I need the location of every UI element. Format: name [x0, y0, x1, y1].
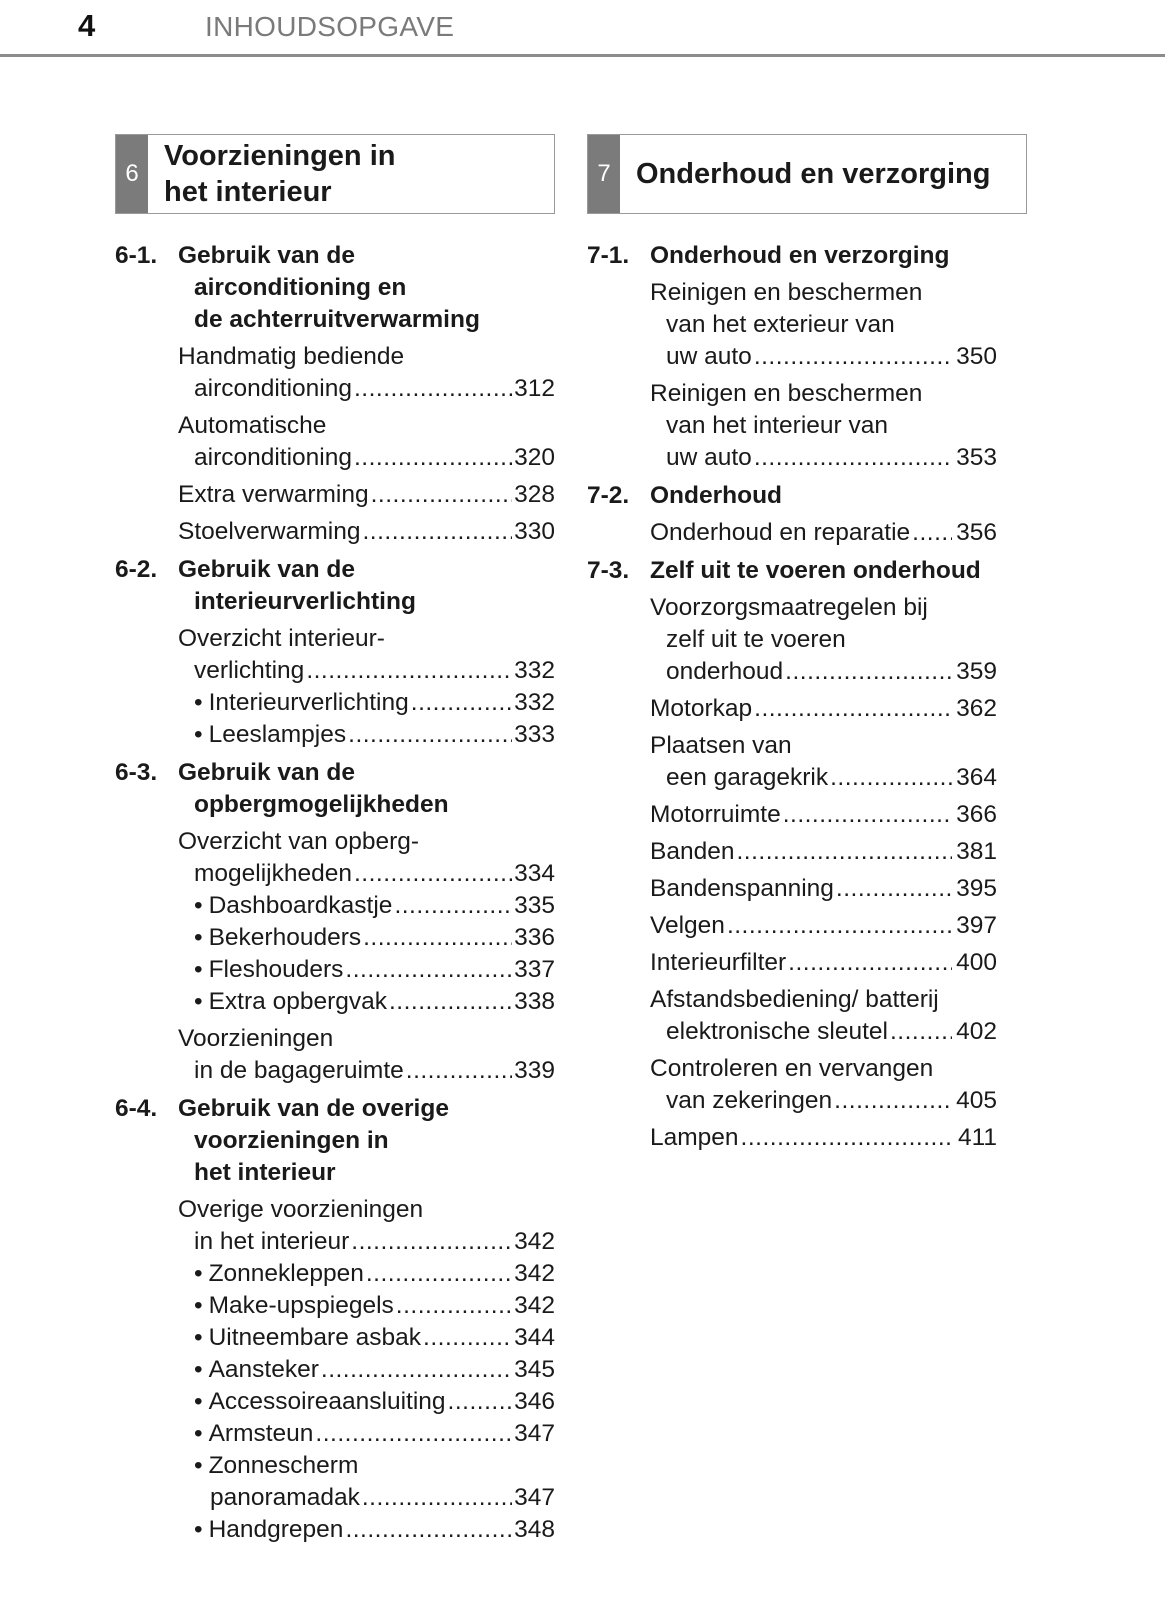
bullet-icon: •: [194, 1356, 203, 1383]
entry-text: mogelijkheden: [194, 860, 352, 887]
toc-entry[interactable]: [587, 910, 997, 942]
toc-bullet-entry[interactable]: [115, 922, 555, 954]
leader-dots: [754, 693, 952, 725]
chapter-title-line: Voorzieningen in: [164, 140, 396, 172]
entry-text: Uitneembare asbak: [208, 1324, 422, 1351]
bullet-icon: •: [194, 988, 203, 1015]
entry-text: Bekerhouders: [208, 924, 362, 951]
entry-text: Reinigen en beschermen: [650, 279, 923, 306]
entry-text: Motorruimte: [650, 801, 781, 828]
toc-bullet-entry[interactable]: [115, 1258, 555, 1290]
section-number: 7-3.: [587, 557, 630, 584]
leader-dots: [727, 910, 952, 942]
page-ref: 353: [956, 444, 997, 471]
page-ref: 356: [956, 519, 997, 546]
entry-text: in de bagageruimte: [194, 1057, 404, 1084]
leader-dots: [351, 1226, 512, 1258]
leader-dots: [448, 1386, 513, 1418]
toc-bullet-entry[interactable]: [115, 1450, 555, 1514]
chapter-title: [636, 135, 1014, 213]
page-ref: 338: [514, 988, 555, 1015]
section-number: 6-2.: [115, 556, 158, 583]
leader-dots: [788, 947, 952, 979]
leader-dots: [396, 1290, 512, 1322]
entry-text: verlichting: [194, 657, 305, 684]
page-ref: 397: [956, 912, 997, 939]
toc-column-right: [587, 234, 997, 1154]
entry-text: Plaatsen van: [650, 732, 792, 759]
entry-text: Banden: [650, 838, 735, 865]
toc-entry[interactable]: [587, 836, 997, 868]
toc-bullet-entry[interactable]: [115, 1386, 555, 1418]
leader-dots: [348, 719, 512, 751]
leader-dots: [754, 341, 952, 373]
section-number: 7-2.: [587, 482, 630, 509]
page-ref: 359: [956, 658, 997, 685]
chapter-number: 7: [588, 135, 620, 213]
page-ref: 342: [514, 1292, 555, 1319]
page-ref: 348: [514, 1516, 555, 1543]
entry-text: Overzicht van opberg-: [178, 828, 420, 855]
toc-entry[interactable]: [587, 730, 997, 794]
toc-bullet-entry[interactable]: [115, 1514, 555, 1546]
entry-text: Interieurfilter: [650, 949, 787, 976]
entry-text: van zekeringen: [666, 1087, 833, 1114]
entry-text: elektronische sleutel: [666, 1018, 888, 1045]
leader-dots: [754, 442, 952, 474]
toc-entry[interactable]: [587, 592, 997, 688]
bullet-icon: •: [194, 1516, 203, 1543]
bullet-icon: •: [194, 1420, 203, 1447]
entry-text: Bandenspanning: [650, 875, 834, 902]
toc-section-7-3[interactable]: [587, 555, 997, 587]
leader-dots: [741, 1122, 954, 1154]
leader-dots: [306, 655, 512, 687]
entry-text: Interieurverlichting: [208, 689, 409, 716]
entry-text: Aansteker: [208, 1356, 319, 1383]
section-title-line: Gebruik van de overige: [178, 1095, 449, 1122]
entry-text: uw auto: [666, 444, 752, 471]
entry-text: Armsteun: [208, 1420, 314, 1447]
page-ref: 405: [956, 1087, 997, 1114]
toc-bullet-entry[interactable]: [115, 1322, 555, 1354]
entry-text: uw auto: [666, 343, 752, 370]
toc-entry[interactable]: [115, 479, 555, 511]
toc-section-7-2[interactable]: [587, 480, 997, 512]
entry-text: Overzicht interieur-: [178, 625, 385, 652]
page-ref: 347: [514, 1484, 555, 1511]
leader-dots: [321, 1354, 512, 1386]
toc-entry[interactable]: [587, 1122, 997, 1154]
running-title: INHOUDSOPGAVE: [205, 11, 455, 42]
page-ref: 312: [514, 375, 555, 402]
bullet-icon: •: [194, 1324, 203, 1351]
toc-entry[interactable]: [115, 1023, 555, 1087]
toc-entry[interactable]: [115, 826, 555, 890]
entry-text: Voorzorgsmaatregelen bij: [650, 594, 928, 621]
toc-column-left: [115, 234, 555, 1546]
leader-dots: [345, 1514, 512, 1546]
bullet-icon: •: [194, 689, 203, 716]
bullet-icon: •: [194, 1292, 203, 1319]
entry-text: airconditioning: [194, 375, 352, 402]
entry-text: van het exterieur van: [666, 311, 895, 338]
entry-text: Velgen: [650, 912, 725, 939]
section-number: 7-1.: [587, 242, 630, 269]
leader-dots: [362, 516, 512, 548]
entry-text: panoramadak: [210, 1484, 360, 1511]
page-ref: 364: [956, 764, 997, 791]
section-title-line: voorzieningen in: [194, 1127, 389, 1154]
leader-dots: [315, 1418, 512, 1450]
bullet-icon: •: [194, 1260, 203, 1287]
page-ref: 347: [514, 1420, 555, 1447]
page-ref: 402: [956, 1018, 997, 1045]
leader-dots: [423, 1322, 512, 1354]
header-divider: [0, 54, 1165, 57]
toc-bullet-entry[interactable]: [115, 954, 555, 986]
page-ref: 339: [514, 1057, 555, 1084]
page-ref: 362: [956, 695, 997, 722]
leader-dots: [354, 858, 512, 890]
toc-section-6-1[interactable]: [115, 240, 555, 336]
section-title-line: Gebruik van de: [178, 759, 356, 786]
leader-dots: [890, 1016, 952, 1048]
page-ref: 346: [514, 1388, 555, 1415]
entry-text: airconditioning: [194, 444, 352, 471]
section-title-line: Gebruik van de: [178, 556, 356, 583]
page-ref: 344: [514, 1324, 555, 1351]
toc-entry[interactable]: [115, 1194, 555, 1258]
entry-text: Overige voorzieningen: [178, 1196, 424, 1223]
page-ref: 330: [514, 518, 555, 545]
entry-text: Leeslampjes: [208, 721, 347, 748]
chapter-6-box[interactable]: [115, 134, 555, 214]
leader-dots: [783, 799, 952, 831]
entry-text: Stoelverwarming: [178, 518, 361, 545]
leader-dots: [354, 373, 512, 405]
toc-entry[interactable]: [115, 623, 555, 687]
bullet-icon: •: [194, 721, 203, 748]
toc-section-7-1[interactable]: [587, 240, 997, 272]
leader-dots: [366, 1258, 512, 1290]
entry-text: een garagekrik: [666, 764, 829, 791]
page-ref: 395: [956, 875, 997, 902]
leader-dots: [785, 656, 952, 688]
toc-entry[interactable]: [587, 873, 997, 905]
leader-dots: [912, 517, 952, 549]
toc-entry[interactable]: [587, 984, 997, 1048]
entry-text: Reinigen en beschermen: [650, 380, 923, 407]
section-title-line: het interieur: [194, 1159, 336, 1186]
toc-section-6-3[interactable]: [115, 757, 555, 821]
page-header: [0, 0, 1165, 58]
section-number: 6-4.: [115, 1095, 158, 1122]
chapter-title-line: het interieur: [164, 176, 332, 208]
entry-text: van het interieur van: [666, 412, 888, 439]
bullet-icon: •: [194, 956, 203, 983]
page-ref: 381: [956, 838, 997, 865]
page-ref: 335: [514, 892, 555, 919]
toc-entry[interactable]: [587, 277, 997, 373]
section-title-line: Onderhoud: [650, 482, 783, 509]
section-title-line: airconditioning en: [194, 274, 407, 301]
leader-dots: [354, 442, 512, 474]
entry-text: Fleshouders: [208, 956, 344, 983]
leader-dots: [363, 922, 512, 954]
entry-text: Zonnekleppen: [208, 1260, 364, 1287]
page-ref: 411: [957, 1124, 997, 1151]
toc-entry[interactable]: [587, 517, 997, 549]
entry-text: Zonnescherm: [208, 1452, 359, 1479]
entry-text: Make-upspiegels: [208, 1292, 394, 1319]
leader-dots: [736, 836, 952, 868]
entry-text: Lampen: [650, 1124, 739, 1151]
leader-dots: [836, 873, 952, 905]
toc-bullet-entry[interactable]: [115, 1290, 555, 1322]
toc-entry[interactable]: [587, 378, 997, 474]
leader-dots: [411, 687, 512, 719]
chapter-title: [164, 135, 542, 213]
leader-dots: [834, 1085, 952, 1117]
page-ref: 345: [514, 1356, 555, 1383]
leader-dots: [406, 1055, 512, 1087]
toc-section-6-4[interactable]: [115, 1093, 555, 1189]
entry-text: in het interieur: [194, 1228, 350, 1255]
page-ref: 320: [514, 444, 555, 471]
page-ref: 337: [514, 956, 555, 983]
section-title-line: Gebruik van de: [178, 242, 356, 269]
entry-text: Onderhoud en reparatie: [650, 519, 911, 546]
page-ref: 366: [956, 801, 997, 828]
page-ref: 400: [956, 949, 997, 976]
entry-text: Motorkap: [650, 695, 753, 722]
chapter-7-box[interactable]: [587, 134, 1027, 214]
leader-dots: [362, 1482, 512, 1514]
entry-text: Extra verwarming: [178, 481, 369, 508]
page-number: 4: [78, 8, 96, 43]
entry-text: Dashboardkastje: [208, 892, 393, 919]
toc-bullet-entry[interactable]: [115, 986, 555, 1018]
bullet-icon: •: [194, 892, 203, 919]
entry-text: zelf uit te voeren: [666, 626, 846, 653]
toc-entry[interactable]: [587, 693, 997, 725]
toc-entry[interactable]: [587, 1053, 997, 1117]
page-ref: 342: [514, 1260, 555, 1287]
entry-text: Automatische: [178, 412, 327, 439]
toc-entry[interactable]: [115, 341, 555, 405]
section-title-line: interieurverlichting: [194, 588, 416, 615]
toc-bullet-entry[interactable]: [115, 890, 555, 922]
bullet-icon: •: [194, 1452, 203, 1479]
page-ref: 332: [514, 689, 555, 716]
toc-bullet-entry[interactable]: [115, 687, 555, 719]
leader-dots: [345, 954, 512, 986]
section-title-line: opbergmogelijkheden: [194, 791, 449, 818]
section-title-line: Onderhoud en verzorging: [650, 242, 950, 269]
entry-text: Voorzieningen: [178, 1025, 334, 1052]
page-ref: 350: [956, 343, 997, 370]
entry-text: onderhoud: [666, 658, 784, 685]
bullet-icon: •: [194, 1388, 203, 1415]
leader-dots: [830, 762, 952, 794]
page-ref: 333: [514, 721, 555, 748]
section-title-line: Zelf uit te voeren onderhoud: [650, 557, 981, 584]
toc-entry[interactable]: [587, 799, 997, 831]
page-ref: 328: [514, 481, 555, 508]
section-number: 6-3.: [115, 759, 158, 786]
entry-text: Extra opbergvak: [208, 988, 387, 1015]
section-title-line: de achterruitverwarming: [194, 306, 480, 333]
chapter-number: 6: [116, 135, 148, 213]
entry-text: Afstandsbediening/ batterij: [650, 986, 939, 1013]
entry-text: Controleren en vervangen: [650, 1055, 934, 1082]
entry-text: Accessoireaansluiting: [208, 1388, 446, 1415]
leader-dots: [371, 479, 513, 511]
toc-bullet-entry[interactable]: [115, 1354, 555, 1386]
toc-bullet-entry[interactable]: [115, 719, 555, 751]
bullet-icon: •: [194, 924, 203, 951]
entry-text: Handgrepen: [208, 1516, 344, 1543]
leader-dots: [394, 890, 512, 922]
leader-dots: [389, 986, 512, 1018]
page-ref: 334: [514, 860, 555, 887]
toc-section-6-2[interactable]: [115, 554, 555, 618]
page-ref: 336: [514, 924, 555, 951]
section-number: 6-1.: [115, 242, 158, 269]
toc-entry[interactable]: [115, 516, 555, 548]
page-ref: 332: [514, 657, 555, 684]
entry-text: Handmatig bediende: [178, 343, 405, 370]
toc-entry[interactable]: [587, 947, 997, 979]
toc-bullet-entry[interactable]: [115, 1418, 555, 1450]
chapter-title-line: Onderhoud en verzorging: [636, 158, 991, 190]
page-ref: 342: [514, 1228, 555, 1255]
toc-entry[interactable]: [115, 410, 555, 474]
